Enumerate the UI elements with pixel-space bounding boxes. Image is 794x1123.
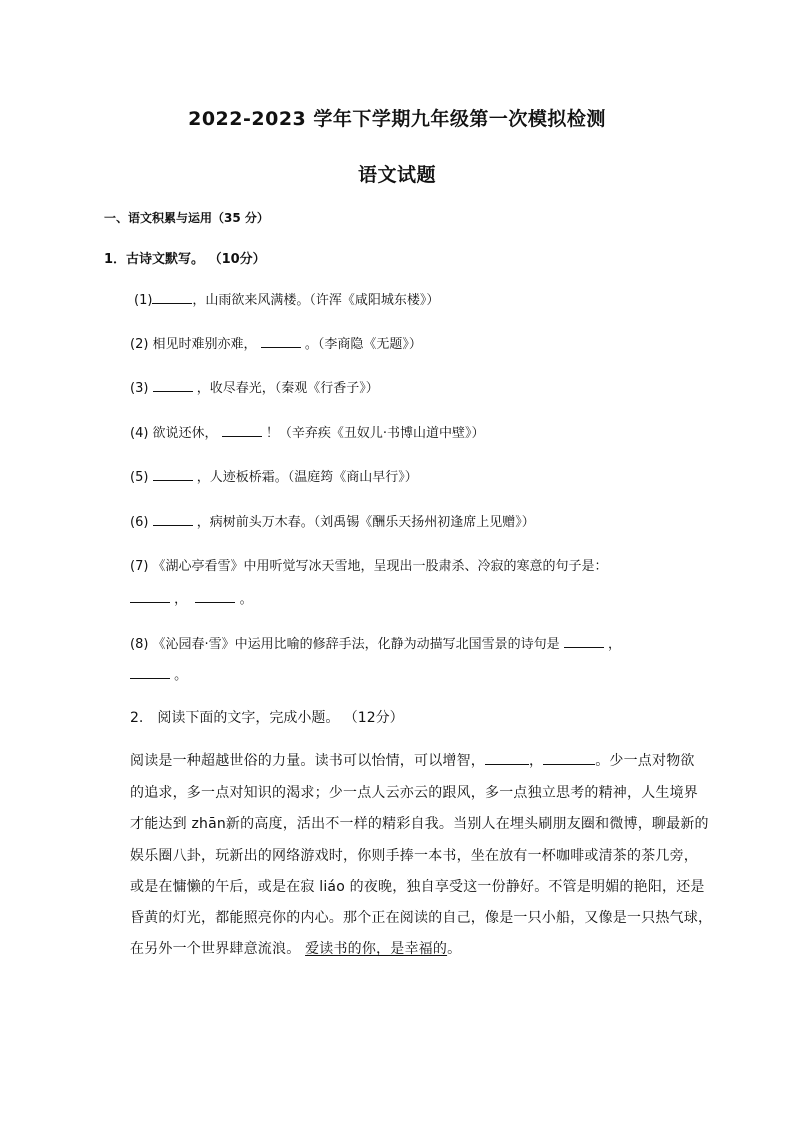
item-number: (1) — [134, 293, 153, 308]
q1-item-4 — [130, 422, 484, 441]
passage-line-3: 才能达到 zhān新的高度，活出不一样的精彩自我。当别人在埋头刷朋友圈和微博，聊最新的 — [130, 816, 709, 832]
answer-blank[interactable] — [130, 666, 170, 679]
answer-blank[interactable] — [543, 752, 595, 765]
question-1-stem: 1．古诗文默写。 （10分） — [104, 252, 266, 267]
section-heading: 一、语文积累与运用（35 分） — [104, 211, 269, 225]
answer-blank[interactable] — [261, 335, 301, 348]
q1-item-7 — [130, 555, 608, 574]
item-punct: ， — [174, 592, 188, 607]
item-text: 相见时难别亦难， — [152, 337, 257, 352]
passage-line-6: 昏黄的灯光，都能照亮你的内心。那个正在阅读的自己，像是一只小船，又像是一只热气球， — [130, 910, 713, 926]
q1-item-8 — [130, 633, 621, 652]
item-number: (3) — [130, 381, 149, 396]
q1-item-3 — [130, 377, 379, 396]
passage-text: 阅读是一种超越世俗的力量。读书可以怡情，可以增智， — [130, 753, 485, 769]
item-number: (7) — [130, 559, 153, 574]
item-text: ，收尽春光，（秦观《行香子》） — [196, 381, 379, 396]
item-punct: ， — [607, 637, 621, 652]
q1-item-1 — [134, 289, 439, 308]
exam-title: 2022-2023 学年下学期九年级第一次模拟检测 — [188, 108, 606, 130]
item-punct: 。 — [239, 592, 253, 607]
passage-text: 。少一点对物欲 — [595, 753, 695, 769]
item-number: (8) — [130, 637, 153, 652]
passage-line-7 — [130, 938, 461, 958]
item-text: 《沁园春·雪》中运用比喻的修辞手法，化静为动描写北国雪景的诗句是 — [152, 637, 560, 652]
item-text: ，人迹板桥霜。（温庭筠《商山早行》） — [196, 470, 418, 485]
answer-blank[interactable] — [195, 590, 235, 603]
exam-subtitle: 语文试题 — [357, 164, 436, 186]
passage-line-1 — [130, 750, 695, 770]
passage-text: ， — [529, 753, 544, 769]
q1-item-7-answer-line — [130, 588, 253, 607]
item-number: (2) — [130, 337, 153, 352]
q1-item-2 — [130, 333, 422, 352]
item-text: ，病树前头万木春。（刘禹锡《酬乐天扬州初逢席上见赠》） — [196, 515, 535, 530]
item-text: 。（李商隐《无题》） — [304, 337, 422, 352]
q1-item-6 — [130, 511, 535, 530]
item-text: 欲说还休， — [152, 426, 218, 441]
passage-line-4: 娱乐圈八卦，玩新出的网络游戏时，你则手捧一本书，坐在放有一杯咖啡或清茶的茶几旁， — [130, 848, 698, 864]
answer-blank[interactable] — [153, 513, 193, 526]
passage-text: 在另外一个世界肆意流浪。 — [130, 941, 306, 957]
q1-item-5 — [130, 466, 418, 485]
answer-blank[interactable] — [222, 424, 262, 437]
item-text: 《湖心亭看雪》中用听觉写冰天雪地，呈现出一股肃杀、冷寂的寒意的句子是： — [152, 559, 608, 574]
passage-line-2: 的追求，多一点对知识的渴求；少一点人云亦云的跟风，多一点独立思考的精神，人生境界 — [130, 785, 698, 801]
answer-blank[interactable] — [564, 635, 604, 648]
q1-item-8-answer-line — [130, 664, 187, 683]
item-number: (5) — [130, 470, 149, 485]
answer-blank[interactable] — [152, 291, 192, 304]
item-text: ！（辛弃疾《丑奴儿·书博山道中壁》） — [265, 426, 485, 441]
item-number: (6) — [130, 515, 149, 530]
answer-blank[interactable] — [153, 379, 193, 392]
answer-blank[interactable] — [153, 468, 193, 481]
passage-text: 。 — [447, 941, 462, 957]
passage-line-5: 或是在慵懒的午后，或是在寂 liáo 的夜晚，独自享受这一份静好。不管是明媚的艳阳，还是 — [130, 879, 705, 895]
question-2-stem: 2. 阅读下面的文字，完成小题。 （12分） — [130, 710, 404, 726]
item-number: (4) — [130, 426, 153, 441]
underlined-sentence: 爱读书的你，是幸福的 — [305, 941, 448, 957]
item-text: ，山雨欲来风满楼。（许浑《咸阳城东楼》） — [192, 293, 440, 308]
item-punct: 。 — [174, 668, 188, 683]
answer-blank[interactable] — [130, 590, 170, 603]
answer-blank[interactable] — [485, 752, 529, 765]
